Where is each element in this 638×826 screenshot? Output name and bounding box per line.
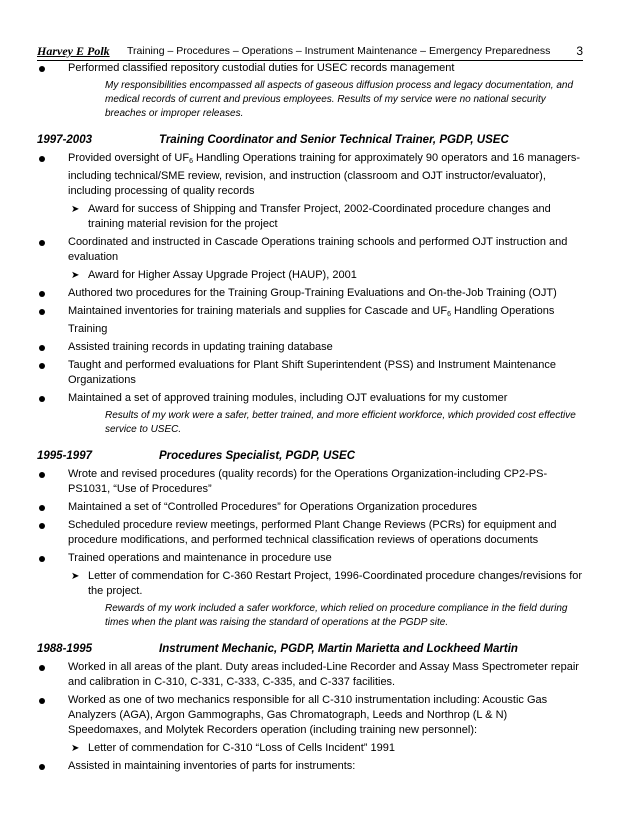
- bullet-icon: [39, 396, 45, 402]
- bullet-icon: [39, 291, 45, 297]
- bullet-text: Authored two procedures for the Training Group-Training Evaluations and On-the-Job Training (OJT): [68, 287, 557, 299]
- bullet-item: [37, 759, 583, 774]
- job-title: Procedures Specialist, PGDP, USEC: [159, 450, 356, 462]
- award-item: [37, 202, 583, 232]
- bullet-item: [37, 340, 583, 355]
- bullet-item: [37, 551, 583, 566]
- bullet-icon: [39, 66, 45, 72]
- bullet-icon: [39, 363, 45, 369]
- bullet-text-post: Handling Operations training for approximately 90 operators and 16 managers-including technical/SME review, revision, and instruction (classroom and OJT instructor/evaluator), including processing of quality records: [68, 152, 581, 197]
- subscript: 6: [189, 158, 193, 165]
- bullet-text: Maintained a set of approved training modules, including OJT evaluations for my customer: [68, 392, 508, 404]
- bullet-icon: [39, 309, 45, 315]
- bullet-text: Assisted training records in updating training database: [68, 341, 333, 353]
- bullet-item: [37, 235, 583, 265]
- bullet-text: Trained operations and maintenance in procedure use: [68, 552, 332, 564]
- bullet-item: [37, 693, 583, 738]
- letter-text: Letter of commendation for C-310 “Loss of Cells Incident” 1991: [88, 742, 395, 754]
- bullet-text: Coordinated and instructed in Cascade Operations training schools and performed OJT instruction and evaluation: [68, 236, 568, 263]
- subscript: 6: [447, 311, 451, 318]
- result-note: Rewards of my work included a safer workforce, which relied on procedure compliance in the field during times when the plant was raising the standard of operations at the PGDP site.: [105, 603, 568, 628]
- bullet-item: [37, 518, 583, 548]
- job-heading: [37, 449, 583, 464]
- bullet-text-pre: Maintained inventories for training materials and supplies for Cascade and UF: [68, 305, 448, 317]
- author-name: Harvey E Polk: [37, 44, 110, 58]
- bullet-text: Assisted in maintaining inventories of parts for instruments:: [68, 760, 356, 772]
- arrow-bullet-icon: ➤: [71, 270, 80, 281]
- award-item: [37, 268, 583, 283]
- job-title: Instrument Mechanic, PGDP, Martin Marietta and Lockheed Martin: [159, 643, 518, 655]
- bullet-text: Wrote and revised procedures (quality records) for the Operations Organization-including CP2-PS-PS1031, “Use of Procedures”: [68, 468, 548, 495]
- award-text: Award for Higher Assay Upgrade Project (HAUP), 2001: [88, 269, 357, 281]
- arrow-bullet-icon: ➤: [71, 743, 80, 754]
- job-heading: [37, 642, 583, 657]
- bullet-text: Worked as one of two mechanics responsible for all C-310 instrumentation including: Acoustic Gas Analyzers (AGA), Argon Gammographs, Gas Chromatograph, Leeds and Northrop (L & N) Speedomaxes, and Molytek Recorders operation (including training new personnel):: [68, 694, 548, 736]
- arrow-bullet-icon: ➤: [71, 204, 80, 215]
- bullet-icon: [39, 764, 45, 770]
- bullet-item: [37, 151, 583, 199]
- page-number: 3: [576, 44, 583, 58]
- bullet-item: [37, 467, 583, 497]
- job-dates: 1997-2003: [37, 134, 92, 146]
- bullet-icon: [39, 505, 45, 511]
- bullet-text: Worked in all areas of the plant. Duty areas included-Line Recorder and Assay Mass Spectrometer repair and calibration in C-310, C-331, C-333, C-335, and C-337 facilities.: [68, 661, 579, 688]
- bullet-icon: [39, 665, 45, 671]
- result-note: Results of my work were a safer, better trained, and more efficient workforce, which provided cost effective service to USEC.: [105, 410, 576, 435]
- bullet-item: [37, 660, 583, 690]
- bullet-item: [37, 304, 583, 337]
- letter-item: [37, 741, 583, 756]
- bullet-text: Maintained a set of “Controlled Procedures” for Operations Organization procedures: [68, 501, 478, 513]
- bullet-icon: [39, 345, 45, 351]
- job-heading: [37, 133, 583, 148]
- arrow-bullet-icon: ➤: [71, 571, 80, 582]
- bullet-icon: [39, 698, 45, 704]
- letter-text: Letter of commendation for C-360 Restart Project, 1996-Coordinated procedure changes/revisions for the project.: [88, 570, 583, 597]
- bullet-icon: [39, 156, 45, 162]
- job-dates: 1988-1995: [37, 643, 92, 655]
- job-title: Training Coordinator and Senior Technical Trainer, PGDP, USEC: [159, 134, 509, 146]
- bullet-item: [37, 391, 583, 406]
- bullet-text: Scheduled procedure review meetings, performed Plant Change Reviews (PCRs) for equipment and procedure modifications, and performed technical classification reviews of operations documents: [68, 519, 557, 546]
- bullet-item: [37, 500, 583, 515]
- result-note: My responsibilities encompassed all aspects of gaseous diffusion process and legacy documentation, and medical records of current and previous employees. Results of my service were no national security breaches or improper releases.: [105, 80, 574, 119]
- bullet-text: Taught and performed evaluations for Plant Shift Superintendent (PSS) and Instrument Maintenance Organizations: [68, 359, 556, 386]
- bullet-item: [37, 286, 583, 301]
- job-dates: 1995-1997: [37, 450, 92, 462]
- bullet-icon: [39, 523, 45, 529]
- resume-content: [37, 58, 583, 774]
- bullet-icon: [39, 240, 45, 246]
- bullet-text-pre: Provided oversight of UF: [68, 152, 190, 164]
- bullet-icon: [39, 472, 45, 478]
- bullet-text-post: Handling Operations Training: [68, 305, 555, 335]
- letter-item: [37, 569, 583, 599]
- header-titles: Training – Procedures – Operations – Instrument Maintenance – Emergency Preparedness: [127, 45, 551, 57]
- bullet-icon: [39, 556, 45, 562]
- bullet-item: [37, 358, 583, 388]
- bullet-text: Performed classified repository custodial duties for USEC records management: [68, 62, 455, 74]
- award-text: Award for success of Shipping and Transfer Project, 2002-Coordinated procedure changes and training material revision for the project: [88, 203, 551, 230]
- bullet-item: [37, 61, 583, 76]
